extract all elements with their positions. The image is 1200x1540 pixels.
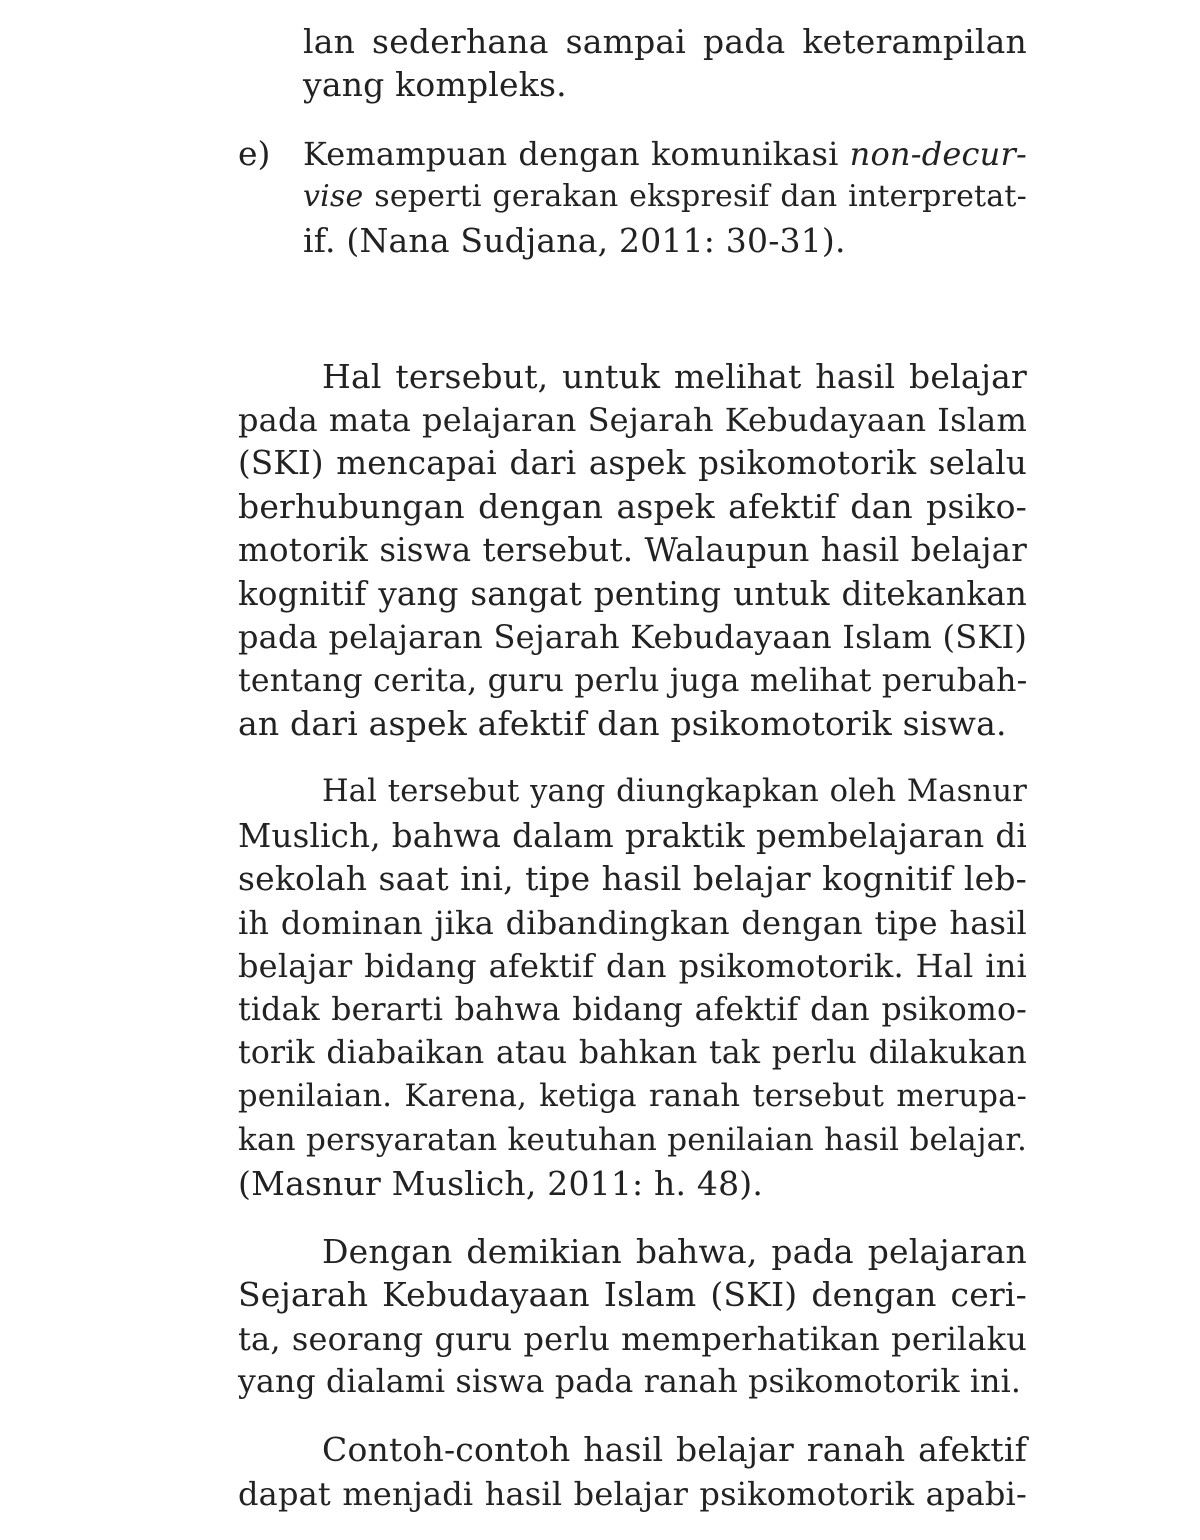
paragraph-line: (SKI) mencapai dari aspek psikomotorik selalu	[238, 444, 1027, 482]
paragraph-line: Hal tersebut, untuk melihat hasil belajar	[322, 357, 1027, 396]
paragraph-line: yang dialami siswa pada ranah psikomotorik ini.	[238, 1364, 1022, 1400]
paragraph-line: kognitif yang sangat penting untuk ditekankan	[238, 575, 1027, 613]
paragraph-line: ih dominan jika dibandingkan dengan tipe hasil	[238, 904, 1027, 942]
list-continuation-line: yang kompleks.	[303, 65, 567, 104]
paragraph-line: Contoh-contoh hasil belajar ranah afektif	[322, 1430, 1027, 1469]
paragraph-line: Sejarah Kebudayaan Islam (SKI) dengan ceri-	[238, 1275, 1027, 1314]
list-item-text: Kemampuan dengan komunikasi	[303, 135, 850, 173]
list-item-italic-term: vise	[303, 179, 364, 214]
paragraph-line: tidak berarti bahwa bidang afektif dan psikomo-	[238, 992, 1027, 1028]
paragraph-line: sekolah saat ini, tipe hasil belajar kognitif leb-	[238, 859, 1027, 898]
paragraph-line: belajar bidang afektif dan psikomotorik. Hal ini	[238, 947, 1027, 985]
list-item-text: seperti gerakan ekspresif dan interpretat-	[363, 179, 1027, 214]
paragraph-line: pada pelajaran Sejarah Kebudayaan Islam (SKI)	[238, 618, 1027, 656]
list-item-line	[303, 132, 1027, 176]
paragraph-line: berhubungan dengan aspek afektif dan psiko-	[238, 487, 1027, 526]
paragraph-line: torik diabaikan atau bahkan tak perlu dilakukan	[238, 1035, 1027, 1071]
paragraph-line: an dari aspek afektif dan psikomotorik siswa.	[238, 704, 1007, 743]
paragraph-citation: (Masnur Muslich, 2011: h. 48).	[238, 1164, 764, 1203]
list-item-citation: if. (Nana Sudjana, 2011: 30-31).	[303, 221, 846, 260]
paragraph-line: tentang cerita, guru perlu juga melihat perubah-	[238, 663, 1028, 699]
paragraph-line: pada mata pelajaran Sejarah Kebudayaan Islam	[238, 401, 1027, 439]
paragraph-line: motorik siswa tersebut. Walaupun hasil belajar	[238, 531, 1027, 569]
list-item-line	[303, 175, 1027, 219]
paragraph-line: penilaian. Karena, ketiga ranah tersebut merupa-	[238, 1079, 1027, 1114]
list-marker: e)	[238, 134, 271, 173]
paragraph-line: Muslich, bahwa dalam praktik pembelajaran di	[238, 817, 1027, 855]
paragraph-line: kan persyaratan keutuhan penilaian hasil belajar.	[238, 1122, 1027, 1158]
list-item-italic-term: non-decur-	[849, 135, 1027, 173]
paragraph-line: ta, seorang guru perlu memperhatikan perilaku	[238, 1320, 1027, 1358]
list-continuation-line: lan sederhana sampai pada keterampilan	[303, 22, 1027, 61]
paragraph-line: dapat menjadi hasil belajar psikomotorik apabi-	[238, 1475, 1027, 1513]
paragraph-line: Dengan demikian bahwa, pada pelajaran	[322, 1232, 1027, 1271]
paragraph-line: Hal tersebut yang diungkapkan oleh Masnur	[322, 774, 1027, 809]
